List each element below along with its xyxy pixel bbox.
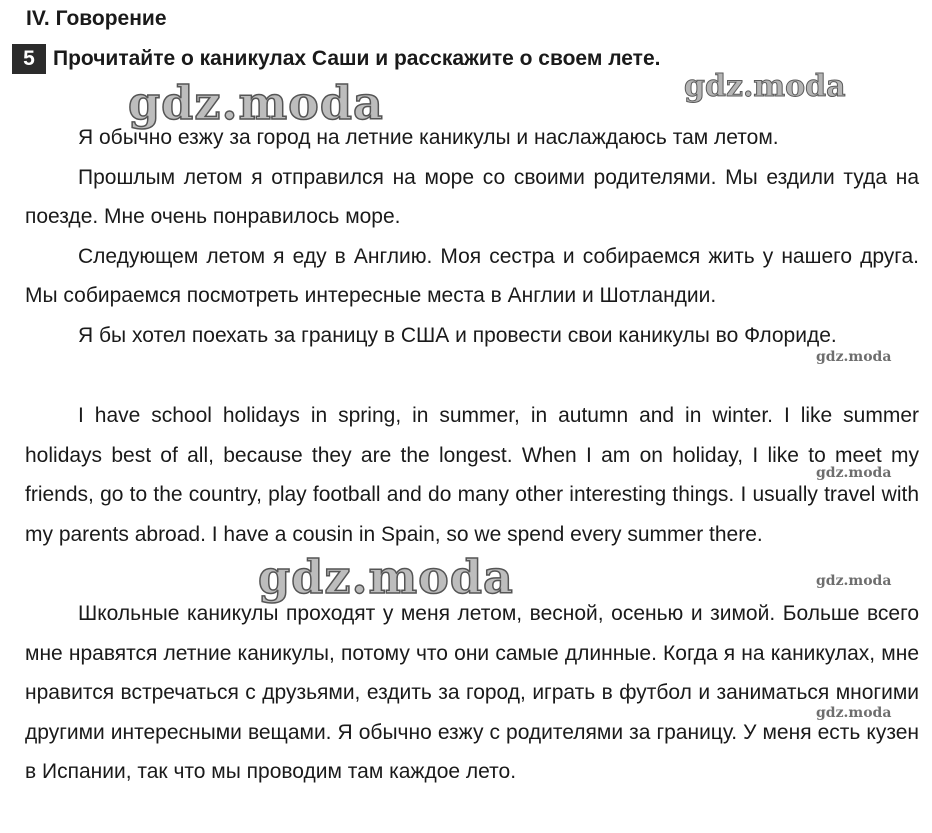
watermark: gdz.moda bbox=[684, 69, 846, 104]
watermark: gdz.moda bbox=[816, 465, 892, 481]
watermark: gdz.moda bbox=[816, 705, 892, 721]
exercise-task: Прочитайте о каникулах Саши и расскажите о своем лете. bbox=[53, 47, 661, 70]
watermark: gdz.moda bbox=[816, 349, 892, 365]
paragraph: Школьные каникулы проходят у меня летом, весной, осенью и зимой. Больше всего мне нравятся летние каникулы, потому что они самые длинные. Когда я на каникулах, мне нравится встречаться с друзьями, ездить за город, играть в футбол и заниматься многими другими интересными вещами. Я обычно езжу с родителями за границу. У меня есть кузен в Испании, так что мы проводим там каждое лето. bbox=[25, 602, 919, 783]
exercise-number-badge: 5 bbox=[12, 44, 46, 74]
exercise-header bbox=[12, 44, 660, 74]
paragraph: I have school holidays in spring, in summer, in autumn and in winter. I like summer holidays best of all, because they are the longest. When I am on holiday, I like to meet my friends, go to the country, play football and do many other interesting things. I usually travel with my parents abroad. I have a cousin in Spain, so we spend every summer there. bbox=[25, 404, 919, 546]
paragraph: Прошлым летом я отправился на море со своими родителями. Мы ездили туда на поезде. Мне очень понравилось море. bbox=[25, 165, 919, 228]
russian-text-block-2 bbox=[25, 594, 919, 792]
paragraph: Я бы хотел поехать за границу в США и провести свои каникулы во Флориде. bbox=[78, 323, 837, 347]
watermark: gdz.moda bbox=[816, 573, 892, 589]
english-text-block bbox=[25, 396, 919, 554]
watermark: gdz.moda bbox=[128, 76, 384, 130]
paragraph: Я обычно езжу за город на летние каникулы и наслаждаюсь там летом. bbox=[78, 126, 779, 149]
russian-text-block-1 bbox=[25, 118, 919, 355]
paragraph: Следующем летом я еду в Англию. Моя сестра и собираемся жить у нашего друга. Мы собираемся посмотреть интересные места в Англии и Шотландии. bbox=[25, 244, 919, 307]
watermark: gdz.moda bbox=[258, 550, 514, 604]
section-title: IV. Говорение bbox=[26, 7, 167, 30]
